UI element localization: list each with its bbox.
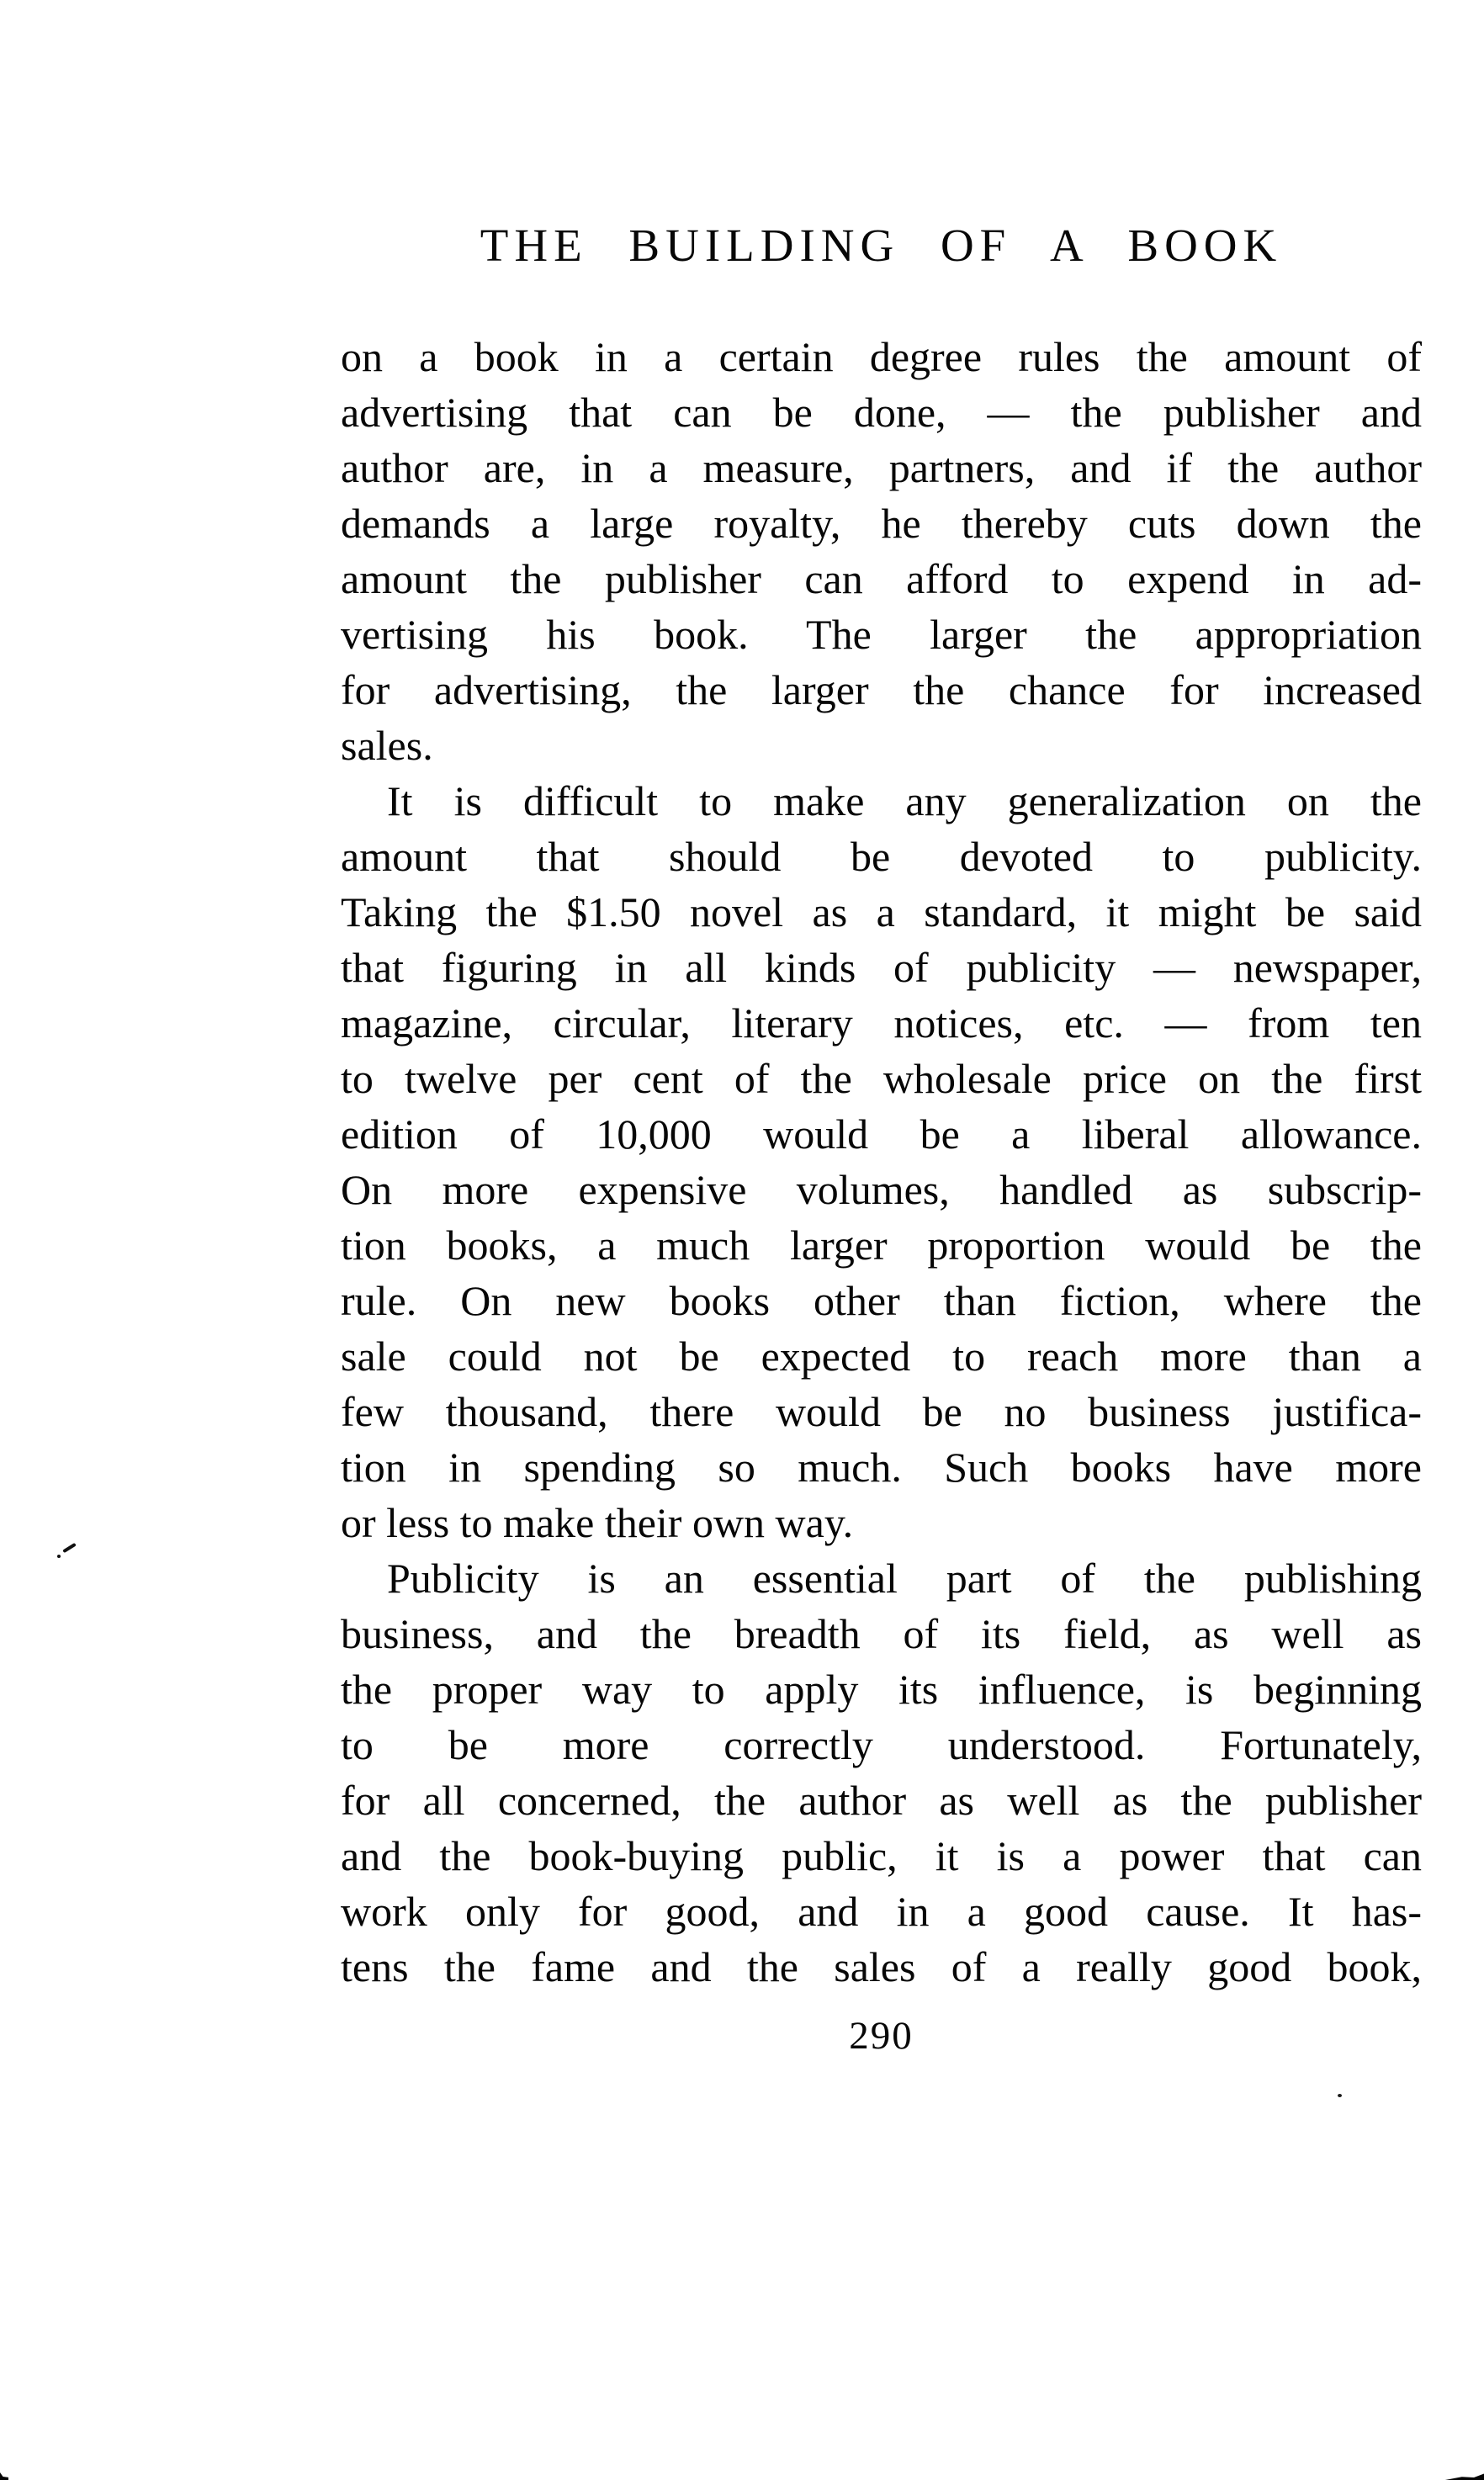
text-line: and the book-buying public, it is a power that can	[341, 1832, 1422, 1879]
text-body	[341, 329, 1422, 1995]
text-line: advertising that can be done, — the publisher and	[341, 389, 1422, 436]
text-line: for advertising, the larger the chance for increased	[341, 666, 1422, 713]
corner-mark-bottom-left	[0, 2472, 8, 2480]
text-line: or less to make their own way.	[341, 1499, 854, 1546]
text-line: amount the publisher can afford to expend in ad-	[341, 555, 1422, 602]
text-line: rule. On new books other than fiction, where the	[341, 1277, 1422, 1324]
text-line: that figuring in all kinds of publicity — newspaper,	[341, 944, 1422, 991]
text-line: the proper way to apply its influence, is beginning	[341, 1666, 1422, 1713]
text-line: edition of 10,000 would be a liberal allowance.	[341, 1110, 1422, 1158]
text-line: on a book in a certain degree rules the amount of	[341, 333, 1422, 380]
ink-mark-left-margin-dot	[57, 1555, 61, 1558]
text-line: On more expensive volumes, handled as subscrip-	[341, 1166, 1422, 1213]
text-line: tens the fame and the sales of a really good book,	[341, 1943, 1422, 1990]
text-line: to twelve per cent of the wholesale price on the first	[341, 1055, 1422, 1102]
text-line: business, and the breadth of its field, as well as	[341, 1610, 1422, 1657]
running-head: THE BUILDING OF A BOOK	[480, 220, 1283, 271]
ink-mark-left-margin	[62, 1543, 77, 1553]
text-line: Publicity is an essential part of the publishing	[387, 1555, 1422, 1602]
text-line: tion books, a much larger proportion would be the	[341, 1221, 1422, 1269]
text-line: demands a large royalty, he thereby cuts down the	[341, 500, 1422, 547]
text-line: author are, in a measure, partners, and if the author	[341, 444, 1422, 491]
text-line: vertising his book. The larger the appropriation	[341, 611, 1422, 658]
text-line: Taking the $1.50 novel as a standard, it might be said	[341, 888, 1422, 935]
text-line: amount that should be devoted to publicity.	[341, 833, 1422, 880]
text-line: tion in spending so much. Such books have more	[341, 1444, 1422, 1491]
text-line: It is difficult to make any generalization on the	[387, 777, 1422, 824]
corner-sliver-bottom-right	[1434, 2473, 1484, 2480]
text-line: sales.	[341, 722, 433, 769]
page-number: 290	[849, 2014, 914, 2058]
text-line: to be more correctly understood. Fortunately,	[341, 1721, 1422, 1768]
text-line: for all concerned, the author as well as the publisher	[341, 1777, 1422, 1824]
ink-speck-right	[1338, 2094, 1342, 2097]
text-line: sale could not be expected to reach more than a	[341, 1333, 1422, 1380]
text-line: work only for good, and in a good cause. It has-	[341, 1888, 1422, 1935]
text-line: few thousand, there would be no business justifica-	[341, 1388, 1422, 1435]
text-line: magazine, circular, literary notices, etc. — from ten	[341, 999, 1422, 1047]
